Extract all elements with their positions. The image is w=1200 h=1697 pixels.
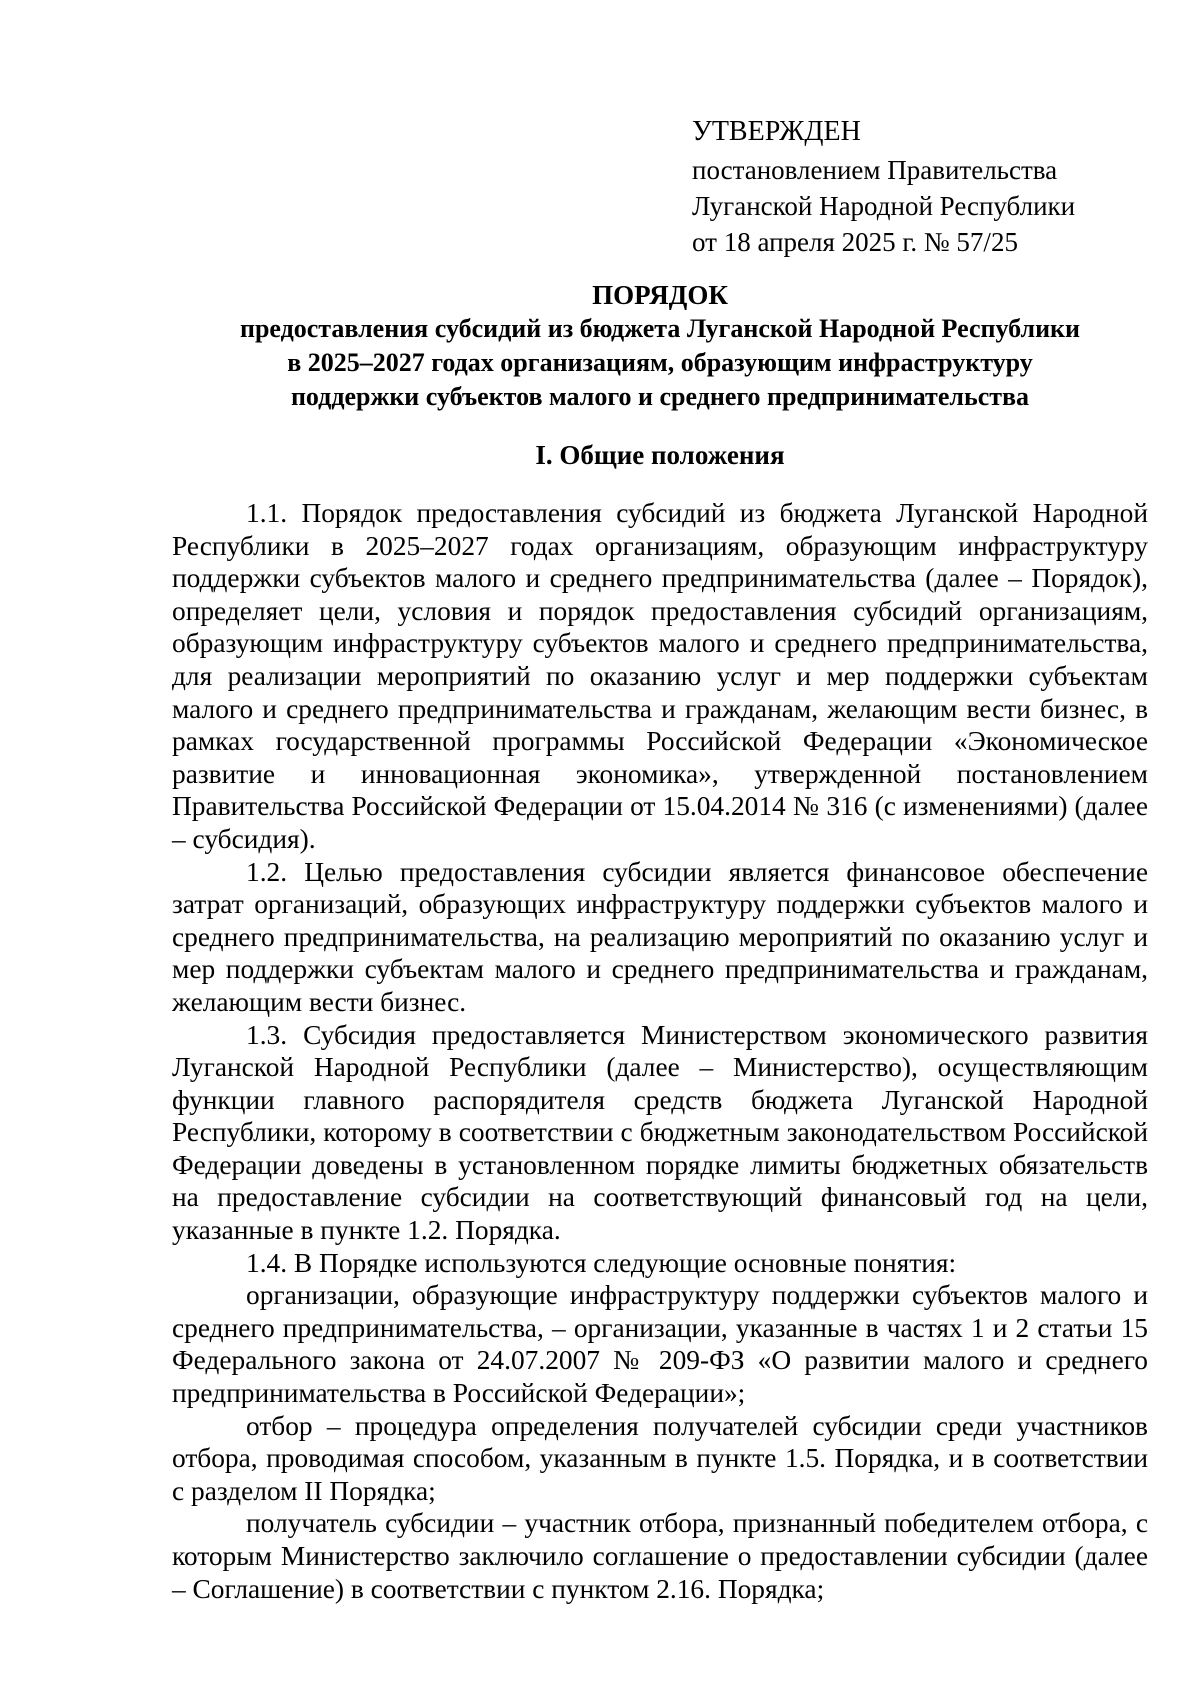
paragraph-1-1: 1.1. Порядок предоставления субсидий из бюджета Луганской Народной Республики в 2025–2027 годах организациям, образующим инфраструктуру поддержки субъектов малого и среднего предпринимательства (далее – Порядок), определяет цели, условия и порядок предоставления субсидий организациям, образующим инфраструктуру субъектов малого и среднего предпринимательства, для реализации мероприятий по оказанию услуг и мер поддержки субъектам малого и среднего предпринимательства и гражданам, желающим вести бизнес, в рамках государственной программы Российской Федерации «Экономическое развитие и инновационная экономика», утвержденной постановлением Правительства Российской Федерации от 15.04.2014 № 316 (с изменениями) (далее – субсидия). <box>172 498 1148 854</box>
document-subtitle-line-1: предоставления субсидий из бюджета Луганской Народной Республики <box>239 314 1081 343</box>
approval-line-1: постановлением Правительства <box>692 155 1058 185</box>
definition-infrastructure-organizations: организации, образующие инфраструктуру поддержки субъектов малого и среднего предпринимательства, – организации, указанные в частях 1 и 2 статьи 15 Федерального закона от 24.07.2007 № 209-ФЗ «О развитии малого и среднего предпринимательства в Российской Федерации»; <box>172 1280 1148 1409</box>
document-subtitle-line-3: поддержки субъектов малого и среднего предпринимательства <box>290 382 1030 411</box>
document-title: ПОРЯДОК <box>592 280 728 310</box>
document-subtitle-line-2: в 2025–2027 годах организациям, образующим инфраструктуру <box>287 348 1033 377</box>
approval-title: УТВЕРЖДЕН <box>692 116 861 147</box>
document-body <box>172 497 1148 1605</box>
paragraph-1-3: 1.3. Субсидия предоставляется Министерством экономического развития Луганской Народной Республики (далее – Министерство), осуществляющим функции главного распорядителя средств бюджета Луганской Народной Республики, которому в соответствии с бюджетным законодательством Российской Федерации доведены в установленном порядке лимиты бюджетных обязательств на предоставление субсидии на соответствующий финансовый год на цели, указанные в пункте 1.2. Порядка. <box>172 1019 1148 1246</box>
definition-subsidy-recipient: получатель субсидии – участник отбора, признанный победителем отбора, с которым Министерство заключило соглашение о предоставлении субсидии (далее – Соглашение) в соответствии с пунктом 2.16. Порядка; <box>172 1508 1148 1604</box>
paragraph-1-4: 1.4. В Порядке используются следующие основные понятия: <box>246 1247 957 1278</box>
paragraph-1-2: 1.2. Целью предоставления субсидии является финансовое обеспечение затрат организаций, образующих инфраструктуру поддержки субъектов малого и среднего предпринимательства, на реализацию мероприятий по оказанию услуг и мер поддержки субъектам малого и среднего предпринимательства и гражданам, желающим вести бизнес. <box>172 856 1148 1017</box>
approval-stamp <box>692 114 1172 260</box>
definition-selection: отбор – процедура определения получателей субсидии среди участников отбора, проводимая способом, указанным в пункте 1.5. Порядка, и в соответствии с разделом II Порядка; <box>172 1410 1148 1506</box>
approval-line-2: Луганской Народной Республики <box>692 191 1076 221</box>
document-title-block <box>172 278 1148 414</box>
approval-line-3: от 18 апреля 2025 г. № 57/25 <box>692 227 1018 257</box>
section-heading: I. Общие положения <box>535 440 785 470</box>
